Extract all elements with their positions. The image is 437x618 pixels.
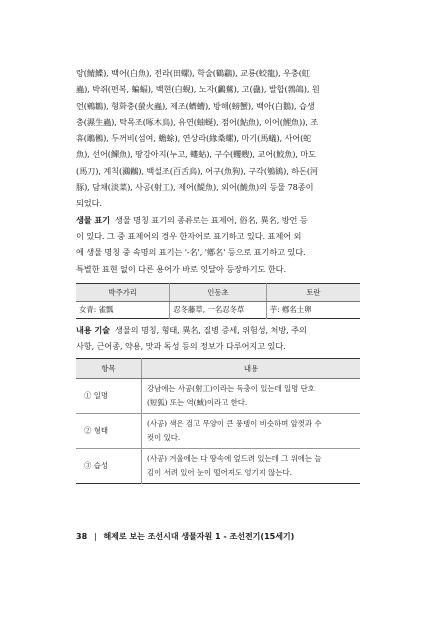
section-label: 내용 기술 (76, 324, 110, 335)
section-text: 특별한 표현 없이 다른 용어가 바로 잇달아 등장하기도 한다. (76, 263, 286, 274)
table-row (76, 379, 360, 414)
body-paragraph (76, 65, 360, 212)
body-line: 충(濕生蟲), 탁목조(啄木鳥), 유연(蚰蜒), 점어(鮎魚), 이어(鯉魚)), 조 (76, 116, 319, 127)
section-content-paragraph (76, 322, 360, 355)
table-cell: 芋: 鄕名土卵 (266, 301, 360, 318)
body-line: 언(鵷鶵), 형화충(螢火蟲), 제조(蠐螬), 방해(螃蟹), 백아(白鵝), 습생 (76, 100, 315, 111)
content-description-table (76, 358, 360, 484)
section-notation-paragraph (76, 212, 360, 277)
table-item-cell: ② 형태 (76, 414, 142, 449)
table-item-cell: ① 일명 (76, 379, 142, 414)
table-item-cell: ③ 습성 (76, 449, 142, 484)
section-text: 생물 명칭 표기의 종류로는 표제어, 俗名, 異名, 방언 등 (115, 214, 308, 225)
section-text: 에 생물 명칭 중 속명의 표기는 '-名', '鄕名' 등으로 표기하고 있다. (76, 247, 306, 258)
section-text: 생물의 명칭, 형태, 異名, 질병 증세, 위험성, 처방, 주의 (115, 324, 307, 335)
table-header: 항목 (76, 359, 142, 379)
body-line: 랑(鯖鰈), 백어(白魚), 전라(田螺), 학술(鶴鸘), 교룡(蛟龍), 우충(虹 (76, 68, 310, 78)
table-header: 박주가리 (76, 283, 170, 301)
page-number: 38 (76, 532, 88, 541)
body-line: 魚), 선어(鱓魚), 땅강아지(누고, 螻蛄), 구수(蠼螋), 교어(鮫魚), 마도 (76, 149, 316, 160)
table-header: 토란 (266, 283, 360, 301)
table-row (76, 449, 360, 484)
table-header: 내용 (142, 359, 361, 379)
section-text: 사항, 근어종, 약용, 맛과 독성 등의 정보가 다루어지고 있다. (76, 341, 286, 352)
body-line: (馬刀), 계칙(鸂鶒), 백설조(百舌鳥), 어구(魚狗), 구각(鴝鵒), 하돈(河 (76, 165, 319, 176)
table-content-cell: (사공) 겨울에는 다 땅속에 엎드려 있는데 그 위에는 늘 김이 서려 있어 눈이 떨어져도 엉기지 않는다. (142, 449, 361, 484)
body-line: 蟲), 박쥐(편복, 蝙蝠), 백현(白蜆), 노자(鸕鶿), 고(蠱), 발합(鵓鴿), 원 (76, 84, 320, 95)
table-content-cell: 강남에는 사공(射工)이라는 독충이 있는데 일명 단호 (短狐) 또는 역(蜮)이라고 한다. (142, 379, 361, 414)
section-label: 생물 표기 (76, 214, 110, 225)
footer-separator: | (93, 532, 97, 541)
table-content-cell: (사공) 색은 검고 무양이 큰 풍뎅이 비슷하며 앞껏과 수 컷이 있다. (142, 414, 361, 449)
body-line: 휴(鵰鵂), 두꺼비(섬여, 蟾蜍), 연상라(緣桑螺), 마기(馬蟻), 사어(蛇 (76, 133, 312, 144)
table-cell: 忍冬藤草, 一名忍冬草 (170, 301, 267, 318)
table-row (76, 414, 360, 449)
table-cell: 女青: 雀瓢 (79, 305, 114, 315)
name-example-table (76, 283, 360, 319)
body-line: 豚), 담채(淡菜), 사공(射工), 제어(鯷魚), 외어(鮠魚)의 등물 78종이 (76, 182, 314, 193)
table-header: 인동초 (170, 283, 267, 301)
page-content (76, 65, 360, 484)
section-text: 이 있다. 그 중 표제어의 경우 한자어로 표기하고 있다. 표제어 외 (76, 230, 302, 241)
body-line: 되었다. (76, 198, 102, 209)
book-title: 해제로 보는 조선시대 생물자원 1 - 조선전기(15세기) (103, 532, 295, 541)
page-footer (76, 531, 294, 542)
